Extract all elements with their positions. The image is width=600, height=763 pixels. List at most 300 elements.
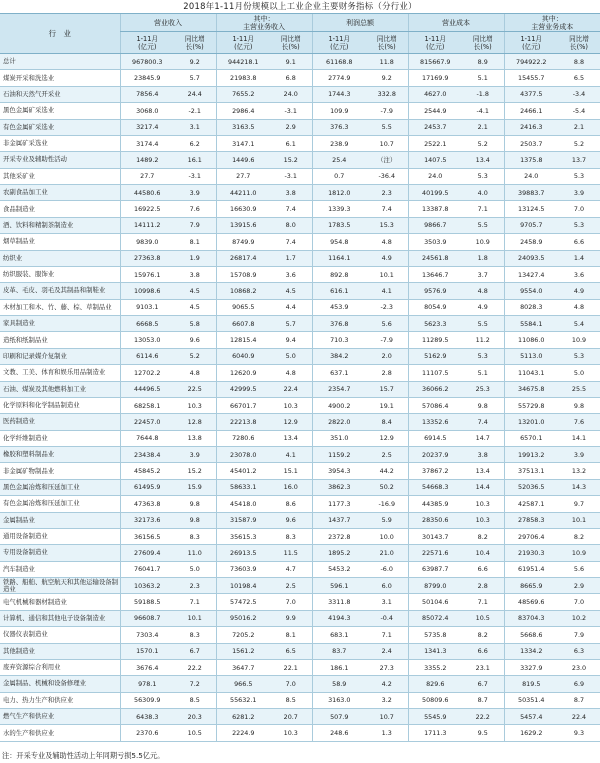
value-cell: 109.9	[312, 103, 366, 119]
value-cell: 1449.6	[216, 152, 270, 168]
growth-cell: 4.8	[366, 234, 408, 250]
value-cell: 815667.9	[408, 54, 462, 70]
header-group-cost: 营业成本	[408, 14, 504, 32]
value-cell: 26913.5	[216, 545, 270, 561]
industry-name: 化学原料和化学制品制造业	[0, 397, 120, 413]
table-row	[0, 496, 600, 512]
industry-name: 酒、饮料和精制茶制造业	[0, 217, 120, 233]
value-cell: 596.1	[312, 578, 366, 594]
value-cell: 507.9	[312, 709, 366, 725]
growth-cell: 10.1	[366, 266, 408, 282]
value-cell: 6914.5	[408, 430, 462, 446]
value-cell: 5668.6	[504, 627, 558, 643]
growth-cell: 8.2	[462, 627, 504, 643]
value-cell: 2774.9	[312, 70, 366, 86]
value-cell: 11086.0	[504, 332, 558, 348]
growth-cell: 6.2	[174, 135, 216, 151]
value-cell: 37513.1	[504, 463, 558, 479]
growth-cell: 15.7	[366, 381, 408, 397]
value-cell: 66701.7	[216, 397, 270, 413]
growth-cell: 11.2	[462, 332, 504, 348]
value-cell: 85072.4	[408, 610, 462, 626]
value-cell: 794922.2	[504, 54, 558, 70]
growth-cell: 14.4	[462, 479, 504, 495]
growth-cell: 7.1	[462, 594, 504, 610]
growth-cell: -7.9	[366, 103, 408, 119]
value-cell: 27363.8	[120, 250, 174, 266]
growth-cell: 4.5	[174, 299, 216, 315]
value-cell: 2458.9	[504, 234, 558, 250]
growth-cell: 25.5	[558, 381, 600, 397]
growth-cell: 13.4	[462, 463, 504, 479]
growth-cell: 4.2	[366, 676, 408, 692]
table-row	[0, 447, 600, 463]
growth-cell: -36.4	[366, 168, 408, 184]
value-cell: 15976.1	[120, 266, 174, 282]
growth-cell: 24.4	[174, 86, 216, 102]
value-cell: 710.3	[312, 332, 366, 348]
growth-cell: 4.1	[270, 447, 312, 463]
growth-cell: 2.8	[462, 578, 504, 594]
growth-cell: 13.2	[558, 463, 600, 479]
value-cell: 966.5	[216, 676, 270, 692]
growth-cell: -2.3	[366, 299, 408, 315]
growth-cell: 8.4	[366, 414, 408, 430]
growth-cell: 10.3	[174, 397, 216, 413]
value-cell: 27.7	[120, 168, 174, 184]
table-row	[0, 86, 600, 102]
table-row	[0, 70, 600, 86]
value-cell: 5623.3	[408, 316, 462, 332]
growth-cell: 44.2	[366, 463, 408, 479]
industry-name: 废弃资源综合利用业	[0, 659, 120, 675]
value-cell: 7856.4	[120, 86, 174, 102]
growth-cell: 2.5	[270, 578, 312, 594]
value-cell: 57086.4	[408, 397, 462, 413]
growth-cell: 10.3	[462, 496, 504, 512]
growth-cell: 2.4	[366, 643, 408, 659]
value-cell: 9839.0	[120, 234, 174, 250]
value-cell: 6040.9	[216, 348, 270, 364]
table-row	[0, 414, 600, 430]
table-row	[0, 266, 600, 282]
value-cell: 23845.9	[120, 70, 174, 86]
table-row	[0, 103, 600, 119]
value-cell: 4900.2	[312, 397, 366, 413]
growth-cell: 5.7	[270, 316, 312, 332]
value-cell: 57472.5	[216, 594, 270, 610]
table-row	[0, 381, 600, 397]
growth-cell: -3.1	[270, 103, 312, 119]
growth-cell: 16.0	[270, 479, 312, 495]
value-cell: 978.1	[120, 676, 174, 692]
value-cell: 9576.9	[408, 283, 462, 299]
value-cell: 5453.2	[312, 561, 366, 577]
growth-cell: 14.1	[558, 430, 600, 446]
value-cell: 2503.7	[504, 135, 558, 151]
table-body	[0, 54, 600, 742]
growth-cell: 12.9	[270, 414, 312, 430]
value-cell: 50809.6	[408, 692, 462, 708]
value-cell: 2453.7	[408, 119, 462, 135]
industry-name: 煤炭开采和洗选业	[0, 70, 120, 86]
growth-cell: 8.2	[558, 528, 600, 544]
value-cell: 1159.2	[312, 447, 366, 463]
growth-cell: 10.1	[174, 610, 216, 626]
value-cell: 56309.9	[120, 692, 174, 708]
value-cell: 19913.2	[504, 447, 558, 463]
industry-name: 纺织业	[0, 250, 120, 266]
growth-cell: 9.8	[174, 512, 216, 528]
value-cell: 35615.3	[216, 528, 270, 544]
growth-cell: 7.4	[462, 414, 504, 430]
industry-name: 石油、煤炭及其他燃料加工业	[0, 381, 120, 397]
growth-cell: 12.8	[174, 414, 216, 430]
industry-name: 烟草制品业	[0, 234, 120, 250]
growth-cell: 22.1	[270, 659, 312, 675]
value-cell: 15708.9	[216, 266, 270, 282]
table-row	[0, 332, 600, 348]
growth-cell: 4.8	[462, 283, 504, 299]
table-row	[0, 692, 600, 708]
value-cell: 42999.5	[216, 381, 270, 397]
value-cell: 14111.2	[120, 217, 174, 233]
value-cell: 23438.4	[120, 447, 174, 463]
growth-cell: 22.4	[270, 381, 312, 397]
value-cell: 944218.1	[216, 54, 270, 70]
value-cell: 376.8	[312, 316, 366, 332]
growth-cell: 5.8	[174, 316, 216, 332]
header-group-main-revenue: 其中： 主营业务收入	[216, 14, 312, 32]
value-cell: 54668.3	[408, 479, 462, 495]
growth-cell: 3.1	[174, 119, 216, 135]
value-cell: 6114.6	[120, 348, 174, 364]
value-cell: 376.3	[312, 119, 366, 135]
growth-cell: 3.7	[462, 266, 504, 282]
growth-cell: 3.9	[174, 185, 216, 201]
value-cell: 1489.2	[120, 152, 174, 168]
table-row	[0, 545, 600, 561]
value-cell: 31587.9	[216, 512, 270, 528]
growth-cell: 9.8	[462, 397, 504, 413]
value-cell: 2354.7	[312, 381, 366, 397]
table-row	[0, 479, 600, 495]
growth-cell: 5.7	[174, 70, 216, 86]
growth-cell: 5.2	[462, 135, 504, 151]
growth-cell: 10.3	[270, 725, 312, 741]
growth-cell: 10.1	[558, 512, 600, 528]
growth-cell: 3.6	[558, 266, 600, 282]
growth-cell: 9.6	[174, 332, 216, 348]
value-cell: 10868.2	[216, 283, 270, 299]
growth-cell: 8.2	[462, 528, 504, 544]
value-cell: 12815.4	[216, 332, 270, 348]
value-cell: 13646.7	[408, 266, 462, 282]
growth-cell: 5.3	[558, 217, 600, 233]
growth-cell: 25.3	[462, 381, 504, 397]
financial-indicators-table	[0, 13, 600, 742]
value-cell: 10998.6	[120, 283, 174, 299]
value-cell: 8028.3	[504, 299, 558, 315]
value-cell: 6570.1	[504, 430, 558, 446]
growth-cell: -4.1	[462, 103, 504, 119]
value-cell: 39883.7	[504, 185, 558, 201]
industry-name: 非金属矿采选业	[0, 135, 120, 151]
growth-cell: 2.1	[462, 119, 504, 135]
growth-cell: 4.4	[270, 299, 312, 315]
value-cell: 2224.9	[216, 725, 270, 741]
growth-cell: 5.0	[174, 561, 216, 577]
value-cell: 11107.5	[408, 365, 462, 381]
growth-cell: 11.5	[270, 545, 312, 561]
growth-cell: -7.9	[366, 332, 408, 348]
growth-cell: 5.6	[366, 316, 408, 332]
value-cell: 24.0	[504, 168, 558, 184]
growth-cell: 8.8	[558, 54, 600, 70]
industry-name: 总计	[0, 54, 120, 70]
value-cell: 1629.2	[504, 725, 558, 741]
value-cell: 4377.5	[504, 86, 558, 102]
value-cell: 44385.9	[408, 496, 462, 512]
value-cell: 1812.0	[312, 185, 366, 201]
growth-cell: 8.9	[462, 54, 504, 70]
growth-cell: 13.7	[558, 152, 600, 168]
value-cell: 1783.5	[312, 217, 366, 233]
value-cell: 25.4	[312, 152, 366, 168]
table-header	[0, 14, 600, 54]
growth-cell: 3.1	[366, 594, 408, 610]
growth-cell: -1.8	[462, 86, 504, 102]
table-row	[0, 168, 600, 184]
value-cell: 16922.5	[120, 201, 174, 217]
industry-name: 金属制品、机械和设备修理业	[0, 676, 120, 692]
growth-cell: 23.0	[558, 659, 600, 675]
value-cell: 58633.1	[216, 479, 270, 495]
table-row	[0, 316, 600, 332]
value-cell: 32173.6	[120, 512, 174, 528]
industry-name: 医药制造业	[0, 414, 120, 430]
industry-name: 橡胶和塑料制品业	[0, 447, 120, 463]
value-cell: 1375.8	[504, 152, 558, 168]
value-cell: 1895.2	[312, 545, 366, 561]
growth-cell: 4.9	[558, 283, 600, 299]
growth-cell: 22.5	[174, 381, 216, 397]
value-cell: 1744.3	[312, 86, 366, 102]
value-cell: 5162.9	[408, 348, 462, 364]
table-row	[0, 430, 600, 446]
industry-name: 文教、工美、体育和娱乐用品制造业	[0, 365, 120, 381]
growth-cell: 7.0	[270, 676, 312, 692]
value-cell: 3355.2	[408, 659, 462, 675]
growth-cell: 5.3	[558, 348, 600, 364]
growth-cell: 12.9	[366, 430, 408, 446]
value-cell: 63987.7	[408, 561, 462, 577]
value-cell: 616.1	[312, 283, 366, 299]
value-cell: 967800.3	[120, 54, 174, 70]
growth-cell: 5.5	[366, 119, 408, 135]
value-cell: 3147.1	[216, 135, 270, 151]
growth-cell: 22.2	[174, 659, 216, 675]
table-row	[0, 217, 600, 233]
industry-name: 水的生产和供应业	[0, 725, 120, 741]
value-cell: 61495.9	[120, 479, 174, 495]
growth-cell: 2.0	[366, 348, 408, 364]
growth-cell: 5.0	[558, 365, 600, 381]
industry-name: 印刷和记录媒介复制业	[0, 348, 120, 364]
growth-cell: -3.1	[174, 168, 216, 184]
value-cell: 9065.5	[216, 299, 270, 315]
growth-cell: 14.3	[558, 479, 600, 495]
growth-cell: 5.6	[558, 561, 600, 577]
value-cell: 13124.5	[504, 201, 558, 217]
growth-cell: 21.0	[366, 545, 408, 561]
growth-cell: 4.9	[366, 250, 408, 266]
value-cell: 3174.4	[120, 135, 174, 151]
growth-cell: 4.5	[174, 283, 216, 299]
growth-cell: （注）	[366, 152, 408, 168]
value-cell: 5584.1	[504, 316, 558, 332]
value-cell: 1437.7	[312, 512, 366, 528]
growth-cell: 2.3	[366, 185, 408, 201]
value-cell: 892.8	[312, 266, 366, 282]
value-cell: 22571.6	[408, 545, 462, 561]
growth-cell: 15.9	[174, 479, 216, 495]
value-cell: 37867.2	[408, 463, 462, 479]
value-cell: 21983.8	[216, 70, 270, 86]
growth-cell: 8.7	[558, 692, 600, 708]
subheader-growth: 同比增 长(%)	[366, 32, 408, 54]
table-row	[0, 659, 600, 675]
value-cell: 8799.0	[408, 578, 462, 594]
value-cell: 2370.6	[120, 725, 174, 741]
industry-name: 通用设备制造业	[0, 528, 120, 544]
growth-cell: 19.1	[366, 397, 408, 413]
value-cell: 1407.5	[408, 152, 462, 168]
table-row	[0, 119, 600, 135]
value-cell: 58.9	[312, 676, 366, 692]
growth-cell: 7.1	[174, 594, 216, 610]
growth-cell: 10.5	[174, 725, 216, 741]
growth-cell: 13.4	[270, 430, 312, 446]
table-row	[0, 234, 600, 250]
growth-cell: 4.8	[558, 299, 600, 315]
value-cell: 8054.9	[408, 299, 462, 315]
value-cell: 819.5	[504, 676, 558, 692]
value-cell: 44496.5	[120, 381, 174, 397]
table-row	[0, 725, 600, 741]
growth-cell: -6.0	[366, 561, 408, 577]
growth-cell: 27.3	[366, 659, 408, 675]
value-cell: 6438.3	[120, 709, 174, 725]
subheader-value: 1-11月 (亿元)	[408, 32, 462, 54]
value-cell: 73603.9	[216, 561, 270, 577]
growth-cell: 1.7	[270, 250, 312, 266]
table-row	[0, 135, 600, 151]
value-cell: 83.7	[312, 643, 366, 659]
growth-cell: 4.7	[270, 561, 312, 577]
growth-cell: 8.6	[270, 496, 312, 512]
growth-cell: 2.9	[270, 119, 312, 135]
subheader-value: 1-11月 (亿元)	[216, 32, 270, 54]
value-cell: 61951.4	[504, 561, 558, 577]
growth-cell: 6.6	[462, 643, 504, 659]
growth-cell: 9.2	[174, 54, 216, 70]
table-row	[0, 528, 600, 544]
growth-cell: 10.2	[558, 610, 600, 626]
growth-cell: 50.2	[366, 479, 408, 495]
subheader-growth: 同比增 长(%)	[270, 32, 312, 54]
value-cell: 24093.5	[504, 250, 558, 266]
growth-cell: 8.1	[174, 234, 216, 250]
value-cell: 12702.2	[120, 365, 174, 381]
growth-cell: 2.9	[558, 578, 600, 594]
header-group-profit: 利润总额	[312, 14, 408, 32]
growth-cell: -16.9	[366, 496, 408, 512]
growth-cell: 5.0	[270, 348, 312, 364]
growth-cell: 11.8	[366, 54, 408, 70]
growth-cell: 3.8	[174, 266, 216, 282]
growth-cell: 10.9	[462, 234, 504, 250]
growth-cell: 7.6	[558, 414, 600, 430]
value-cell: 351.0	[312, 430, 366, 446]
value-cell: 45418.0	[216, 496, 270, 512]
growth-cell: 5.2	[174, 348, 216, 364]
growth-cell: 5.3	[558, 168, 600, 184]
industry-name: 有色金属冶炼和压延加工业	[0, 496, 120, 512]
growth-cell: 3.2	[366, 692, 408, 708]
growth-cell: 6.5	[270, 643, 312, 659]
growth-cell: 9.9	[270, 610, 312, 626]
growth-cell: 7.9	[558, 627, 600, 643]
growth-cell: 332.8	[366, 86, 408, 102]
table-row	[0, 365, 600, 381]
value-cell: 1164.1	[312, 250, 366, 266]
growth-cell: 10.7	[366, 135, 408, 151]
growth-cell: 3.8	[462, 447, 504, 463]
value-cell: 13427.4	[504, 266, 558, 282]
value-cell: 24.0	[408, 168, 462, 184]
industry-name: 黑色金属矿采选业	[0, 103, 120, 119]
growth-cell: 20.3	[174, 709, 216, 725]
industry-name: 电力、热力生产和供应业	[0, 692, 120, 708]
growth-cell: 9.2	[366, 70, 408, 86]
value-cell: 9554.0	[504, 283, 558, 299]
subheader-value: 1-11月 (亿元)	[504, 32, 558, 54]
value-cell: 76041.7	[120, 561, 174, 577]
table-row	[0, 397, 600, 413]
page-title: 2018年1-11月份规模以上工业企业主要财务指标（分行业）	[183, 1, 417, 11]
growth-cell: 9.3	[558, 725, 600, 741]
growth-cell: 5.2	[558, 135, 600, 151]
industry-name: 开采专业及辅助性活动	[0, 152, 120, 168]
industry-name: 石油和天然气开采业	[0, 86, 120, 102]
value-cell: 7655.2	[216, 86, 270, 102]
value-cell: 5457.4	[504, 709, 558, 725]
growth-cell: 6.6	[462, 561, 504, 577]
growth-cell: 8.7	[462, 692, 504, 708]
growth-cell: 7.9	[174, 217, 216, 233]
growth-cell: 5.5	[462, 316, 504, 332]
value-cell: 248.6	[312, 725, 366, 741]
value-cell: 55632.1	[216, 692, 270, 708]
value-cell: 12620.9	[216, 365, 270, 381]
value-cell: 829.6	[408, 676, 462, 692]
value-cell: 1570.1	[120, 643, 174, 659]
value-cell: 2416.3	[504, 119, 558, 135]
value-cell: 2372.8	[312, 528, 366, 544]
value-cell: 10198.4	[216, 578, 270, 594]
value-cell: 1339.3	[312, 201, 366, 217]
